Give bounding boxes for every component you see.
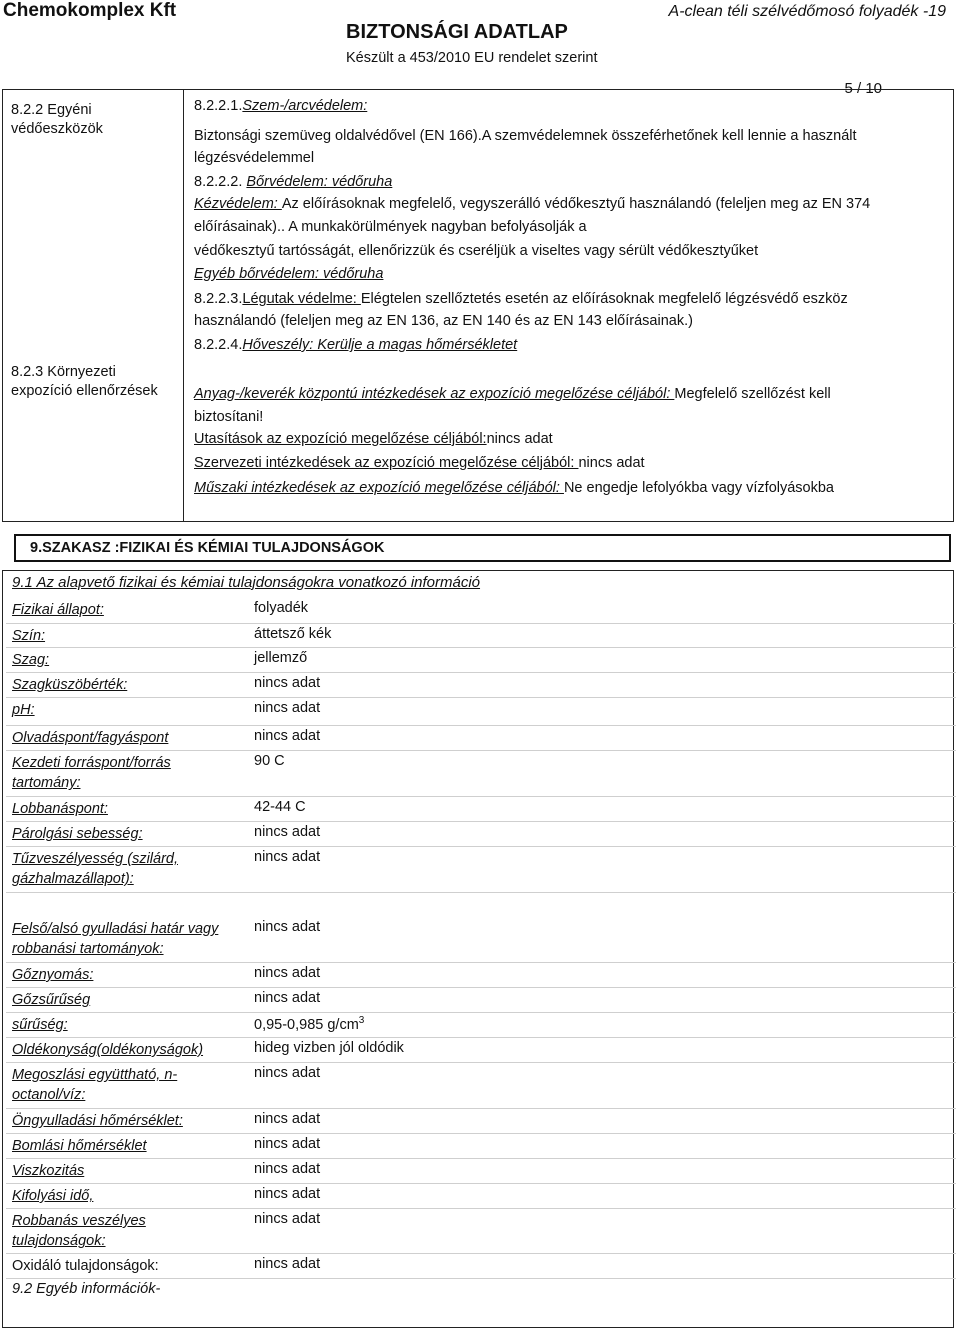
company-name: Chemokomplex Kft — [3, 0, 177, 21]
property-value: nincs adat — [254, 1161, 321, 1177]
property-row — [6, 1253, 956, 1279]
property-row — [6, 1062, 956, 1109]
property-label: Párolgási sebesség: — [12, 826, 143, 842]
property-row — [6, 1108, 956, 1134]
property-label: Oxidáló tulajdonságok: — [12, 1258, 159, 1274]
section8-line — [194, 266, 383, 283]
section9-title: 9.SZAKASZ :FIZIKAI ÉS KÉMIAI TULAJDONSÁGOK — [30, 540, 385, 556]
section8-line — [194, 480, 834, 497]
section8-line-text: Szervezeti intézkedések az expozíció megelőzése céljából: — [194, 455, 579, 471]
section9-1-subtitle: 9.1 Az alapvető fizikai és kémiai tulajdonságokra vonatkozó információ — [12, 574, 481, 591]
section8-line — [194, 386, 831, 403]
property-label: Kezdeti forráspont/forrás tartomány: — [12, 755, 171, 792]
property-value: nincs adat — [254, 1065, 321, 1081]
property-label: Oldékonyság(oldékonyságok) — [12, 1042, 204, 1058]
section8-line — [194, 98, 367, 115]
section8-line — [194, 337, 517, 354]
property-row — [6, 697, 956, 726]
property-value: nincs adat — [254, 965, 321, 981]
section8-line — [194, 313, 693, 330]
property-label: Felső/alsó gyulladási határ vagy robbanási tartományok: — [12, 921, 219, 958]
property-row — [6, 1158, 956, 1184]
property-row — [6, 672, 956, 698]
section8-line-text: légzésvédelemmel — [194, 150, 315, 166]
section8-line — [194, 431, 553, 448]
property-row — [6, 846, 956, 893]
property-value: nincs adat — [254, 1136, 321, 1152]
section8-line-text: védőkesztyű tartósságát, ellenőrizzük és cseréljük a viseltes vagy sérült védőkesztyűket — [194, 243, 759, 259]
section8-line — [194, 243, 758, 260]
label-personal-protection: 8.2.2 Egyéni védőeszközök — [11, 102, 103, 137]
section8-line-text: Biztonsági szemüveg oldalvédővel (EN 166).A szemvédelemnek összeférhetőnek kell lennie a használt — [194, 128, 857, 144]
property-value: nincs adat — [254, 675, 321, 691]
section8-line-text: Kézvédelem: — [194, 196, 282, 212]
section8-line-value: nincs adat — [486, 431, 553, 447]
property-row — [6, 987, 956, 1013]
section8-line-text: Bőrvédelem: védőruha — [246, 174, 393, 190]
document-title: BIZTONSÁGI ADATLAP — [346, 21, 568, 43]
property-row — [6, 962, 956, 988]
property-label: Tűzveszélyesség (szilárd, gázhalmazállapot): — [12, 851, 178, 888]
document-subtitle: Készült a 453/2010 EU rendelet szerint — [346, 50, 598, 66]
property-value: nincs adat — [254, 1211, 321, 1227]
superscript: 3 — [358, 1015, 365, 1026]
section8-line-value: Az előírásoknak megfelelő, vegyszerálló védőkesztyű használandó (feleljen meg az EN 374 — [281, 196, 871, 212]
section8-line-text: Műszaki intézkedések az expozíció megelőzése céljából: — [194, 480, 564, 496]
page-number: 5 / 10 — [844, 80, 882, 97]
property-value: 0,95-0,985 $g/cm^3$ — [254, 1015, 365, 1033]
section8-column-divider — [183, 89, 184, 522]
property-row — [6, 647, 956, 673]
property-row — [6, 725, 956, 751]
property-label: Lobbanáspont: — [12, 801, 108, 817]
property-label: Fizikai állapot: — [12, 602, 104, 618]
section8-line — [194, 455, 645, 472]
property-row — [6, 623, 956, 648]
section8-line-text: biztosítani! — [194, 409, 264, 425]
section8-line — [194, 128, 857, 145]
section8-line-value: Megfelelő szellőzést kell — [674, 386, 831, 402]
property-row — [6, 916, 956, 963]
property-value: hideg vizben jól oldódik — [254, 1040, 404, 1056]
section8-line-text: előírásainak).. A munkakörülmények nagyban befolyásolják a — [194, 219, 587, 235]
property-label: Szagküszöbérték: — [12, 677, 128, 693]
section8-line — [194, 409, 263, 426]
property-label: Kifolyási idő, — [12, 1188, 94, 1204]
section8-line-text: használandó (feleljen meg az EN 136, az EN 140 és az EN 143 előírásainak.) — [194, 313, 693, 329]
property-row — [6, 1012, 956, 1038]
product-name: A-clean téli szélvédőmosó folyadék -19 — [668, 3, 946, 20]
property-label: Olvadáspont/fagyáspont — [12, 730, 169, 746]
property-value: nincs adat — [254, 990, 321, 1006]
property-row — [6, 1133, 956, 1159]
property-row — [6, 1183, 956, 1209]
section8-line-value: Elégtelen szellőztetés esetén az előírásoknak megfelelő légzésvédő eszköz — [360, 291, 848, 307]
property-value: 90 C — [254, 753, 285, 769]
property-row — [6, 597, 956, 624]
property-value: nincs adat — [254, 1186, 321, 1202]
property-label: Bomlási hőmérséklet — [12, 1138, 147, 1154]
section8-line — [194, 291, 848, 308]
section8-line — [194, 174, 392, 191]
section8-line-text: Egyéb bőrvédelem: védőruha — [194, 266, 384, 282]
property-label: Öngyulladási hőmérséklet: — [12, 1113, 183, 1129]
property-label: Gőznyomás: — [12, 967, 94, 983]
property-value: nincs adat — [254, 700, 321, 716]
section8-line — [194, 196, 870, 213]
property-label: Gőzsűrűség — [12, 992, 91, 1008]
property-row — [6, 750, 956, 797]
property-value: folyadék — [254, 600, 309, 616]
section8-line — [194, 219, 587, 236]
property-label: Viszkozitás — [12, 1163, 85, 1179]
property-value: nincs adat — [254, 849, 321, 865]
property-label: Megoszlási együttható, n-octanol/víz: — [12, 1067, 178, 1104]
section8-line-text: Utasítások az expozíció megelőzése céljából: — [194, 431, 487, 447]
property-label: Szín: — [12, 628, 46, 644]
subsection-number: 8.2.2.2. — [194, 174, 247, 190]
property-value: nincs adat — [254, 1256, 321, 1272]
property-value: nincs adat — [254, 728, 321, 744]
property-value: 42-44 C — [254, 799, 306, 815]
property-row — [6, 796, 956, 822]
property-value: jellemző — [254, 650, 308, 666]
section8-line-value: nincs adat — [578, 455, 645, 471]
label-environmental-exposure: 8.2.3 Környezeti expozíció ellenőrzések — [11, 364, 158, 399]
section8-line-text: Anyag-/keverék központú intézkedések az expozíció megelőzése céljából: — [194, 386, 675, 402]
section8-line-value: Ne engedje lefolyókba vagy vízfolyásokba — [563, 480, 834, 496]
section8-line-text: Légutak védelme: — [242, 291, 361, 307]
property-value: nincs adat — [254, 824, 321, 840]
subsection-number: 8.2.2.4. — [194, 337, 243, 353]
section8-line — [194, 150, 314, 167]
property-row — [6, 1037, 956, 1063]
property-row — [6, 1208, 956, 1254]
property-label: Robbanás veszélyes tulajdonságok: — [12, 1213, 146, 1250]
property-row — [6, 821, 956, 847]
property-label: sűrűség: — [12, 1017, 68, 1033]
property-value: nincs adat — [254, 919, 321, 935]
property-label: Szag: — [12, 652, 50, 668]
property-label: pH: — [12, 702, 35, 718]
section8-line-text: Hőveszély: Kerülje a magas hőmérsékletet — [242, 337, 518, 353]
subsection-number: 8.2.2.3. — [194, 291, 243, 307]
section8-line-text: Szem-/arcvédelem: — [242, 98, 368, 114]
property-value: áttetsző kék — [254, 626, 332, 642]
section9-2-other-info: 9.2 Egyéb információk- — [12, 1281, 161, 1297]
property-value: nincs adat — [254, 1111, 321, 1127]
subsection-number: 8.2.2.1. — [194, 98, 243, 114]
